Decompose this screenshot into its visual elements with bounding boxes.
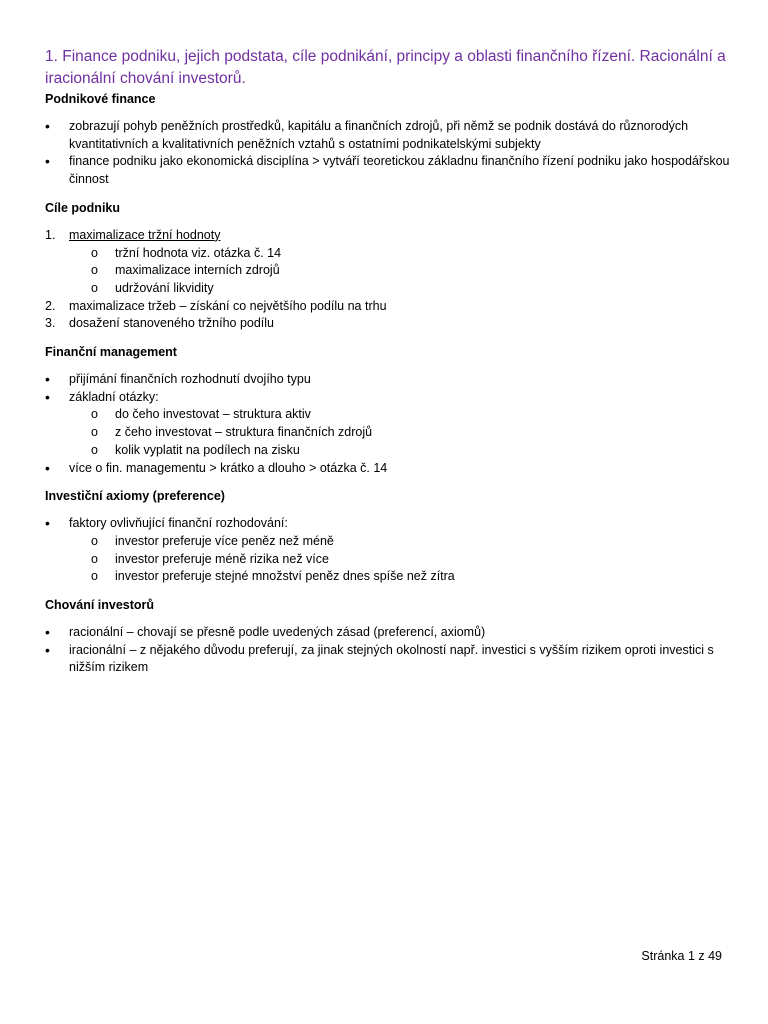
investicni-axiomy-list <box>45 515 735 586</box>
sub-item-text: investor preferuje méně rizika než více <box>115 551 329 566</box>
list-number: 1. <box>45 227 56 242</box>
sub-list-item <box>45 424 735 442</box>
sub-item-text: kolik vyplatit na podílech na zisku <box>115 442 300 457</box>
page-number: Stránka 1 z 49 <box>641 949 722 963</box>
document-title: 1. Finance podniku, jejich podstata, cíle podnikání, principy a oblasti finančního řízení. Racionální a iracionální chování investorů. <box>45 48 726 87</box>
sub-item-text: investor preferuje stejné množství peněz dnes spíše než zítra <box>115 569 455 584</box>
section-heading-investicni-axiomy: Investiční axiomy (preference) <box>45 489 225 504</box>
list-number: 3. <box>45 316 56 331</box>
sub-list-item <box>45 245 735 263</box>
list-item-text: faktory ovlivňující finanční rozhodování: <box>69 516 288 531</box>
list-item <box>45 298 735 316</box>
bullet-icon <box>45 389 65 408</box>
list-item-text: více o fin. managementu > krátko a dlouho > otázka č. 14 <box>69 460 388 475</box>
sub-item-text: udržování likvidity <box>115 280 214 295</box>
list-item-text: přijímání finančních rozhodnutí dvojího typu <box>69 372 311 387</box>
bullet-icon <box>45 642 65 661</box>
cile-podniku-list <box>45 227 735 333</box>
list-item <box>45 642 735 677</box>
bullet-icon <box>45 118 65 137</box>
section-heading-chovani-investoru: Chování investorů <box>45 598 155 613</box>
sub-item-text: do čeho investovat – struktura aktiv <box>115 407 311 422</box>
sub-list-item <box>45 406 735 424</box>
podnikove-finance-list <box>45 118 735 189</box>
circle-bullet-icon <box>91 280 111 298</box>
sub-list-item <box>45 551 735 569</box>
circle-bullet-icon <box>91 442 111 460</box>
sub-list-item <box>45 280 735 298</box>
list-item-text: zobrazují pohyb peněžních prostředků, kapitálu a finančních zdrojů, při němž se podnik dostává do různorodých kvantitativních a kvalitativních peněžních vztahů s ostatními podnikatelskými subjekty <box>69 119 689 151</box>
sub-list-item <box>45 533 735 551</box>
list-number: 2. <box>45 298 56 313</box>
section-heading-financni-management: Finanční management <box>45 345 177 360</box>
list-item-text: racionální – chovají se přesně podle uvedených zásad (preferencí, axiomů) <box>69 625 486 640</box>
circle-bullet-icon <box>91 551 111 569</box>
list-item-text: finance podniku jako ekonomická disciplína > vytváří teoretickou základnu finančního řízení podniku jako hospodářskou činnost <box>69 154 730 187</box>
sub-list-item <box>45 568 735 586</box>
list-item-text: základní otázky: <box>69 389 159 404</box>
circle-bullet-icon <box>91 424 111 442</box>
section-heading-cile-podniku: Cíle podniku <box>45 200 120 215</box>
circle-bullet-icon <box>91 533 111 551</box>
section-heading-podnikove-finance: Podnikové finance <box>45 92 156 106</box>
list-item <box>45 153 735 188</box>
bullet-icon <box>45 460 65 479</box>
list-item <box>45 460 735 478</box>
bullet-icon <box>45 624 65 643</box>
sub-list-item <box>45 262 735 280</box>
list-item <box>45 227 735 245</box>
chovani-investoru-list <box>45 624 735 677</box>
sub-item-text: z čeho investovat – struktura finančních zdrojů <box>115 425 373 440</box>
circle-bullet-icon <box>91 245 111 263</box>
list-item <box>45 118 735 153</box>
sub-item-text: investor preferuje více peněz než méně <box>115 533 334 548</box>
circle-bullet-icon <box>91 406 111 424</box>
document-content <box>45 46 735 677</box>
bullet-icon <box>45 153 65 172</box>
list-item <box>45 315 735 333</box>
list-item <box>45 624 735 642</box>
list-item <box>45 515 735 533</box>
list-item-text: maximalizace tržeb – získání co největšího podílu na trhu <box>69 298 387 313</box>
list-item <box>45 371 735 389</box>
sub-item-text: tržní hodnota viz. otázka č. 14 <box>115 245 282 260</box>
financni-management-list <box>45 371 735 477</box>
list-item-text: iracionální – z nějakého důvodu preferují, za jinak stejných okolností např. investici s vyšším rizikem oproti investici s nižším rizikem <box>69 642 714 675</box>
list-item-text: dosažení stanoveného tržního podílu <box>69 316 275 331</box>
list-item-text: maximalizace tržní hodnoty <box>69 227 221 242</box>
list-item <box>45 389 735 407</box>
bullet-icon <box>45 515 65 534</box>
bullet-icon <box>45 371 65 390</box>
circle-bullet-icon <box>91 262 111 280</box>
sub-list-item <box>45 442 735 460</box>
sub-item-text: maximalizace interních zdrojů <box>115 263 280 278</box>
circle-bullet-icon <box>91 568 111 586</box>
